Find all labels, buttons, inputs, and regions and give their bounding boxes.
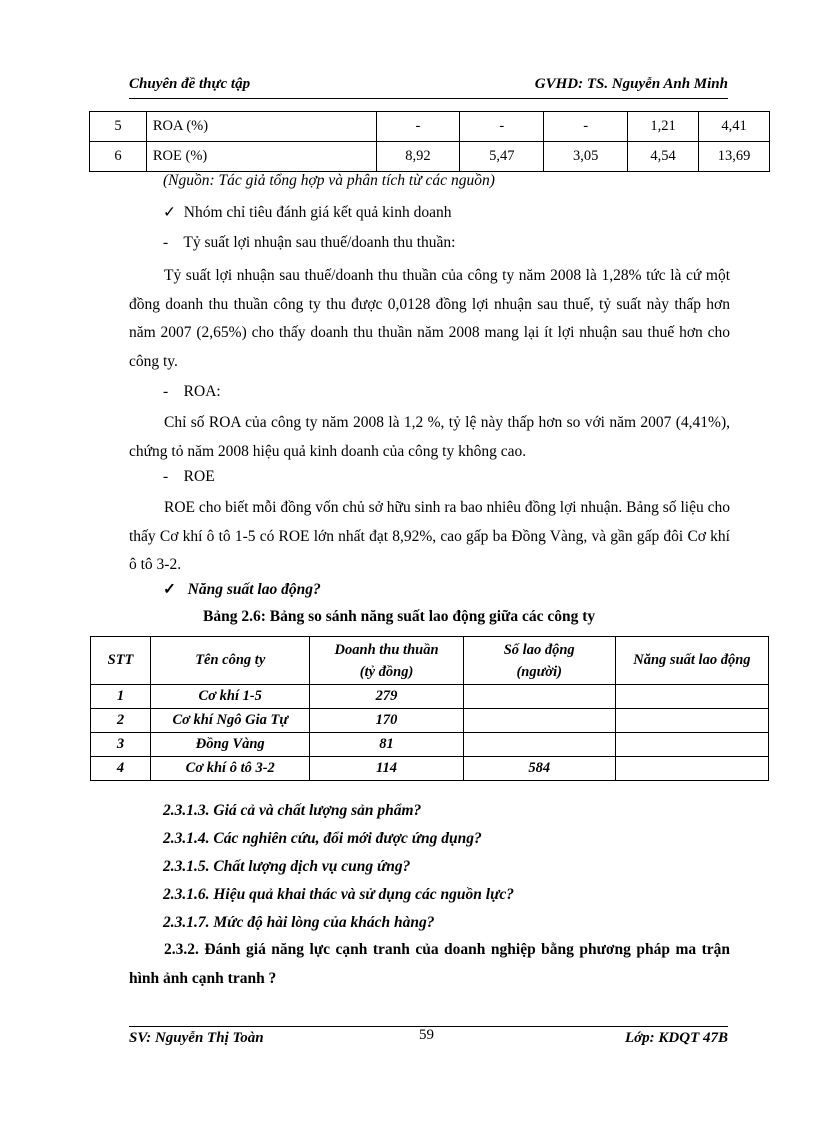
indicator-table	[89, 111, 770, 172]
dash-item-roe	[163, 468, 215, 486]
section-heading-2313: 2.3.1.3. Giá cả và chất lượng sản phẩm?	[163, 802, 422, 819]
header-labor-line1: Số lao động	[503, 641, 575, 658]
cell-name: Cơ khí Ngô Gia Tự	[151, 709, 310, 733]
header-right: GVHD: TS. Nguyễn Anh Minh	[534, 76, 728, 92]
productivity-text: Năng suất lao động?	[187, 581, 321, 598]
cell-value: -	[460, 112, 544, 142]
dash-item-margin	[163, 234, 456, 252]
table-header-row	[91, 637, 769, 685]
cell-stt: 1	[91, 685, 151, 709]
cell-revenue: 114	[310, 757, 463, 781]
cell-value: 4,41	[699, 112, 770, 142]
criteria-bullet	[163, 203, 452, 222]
table-row	[91, 733, 769, 757]
cell-productivity	[615, 757, 768, 781]
header-labor-line2: (người)	[516, 663, 562, 680]
cell-value: 8,92	[376, 142, 460, 172]
cell-name: Cơ khí ô tô 3-2	[151, 757, 310, 781]
table-row	[91, 757, 769, 781]
header-name: Tên công ty	[151, 637, 310, 685]
cell-value: 3,05	[544, 142, 628, 172]
cell-labor: 584	[463, 757, 615, 781]
header-stt: STT	[91, 637, 151, 685]
header-left: Chuyên đề thực tập	[129, 76, 251, 92]
footer-student: SV: Nguyễn Thị Toàn	[129, 1030, 264, 1046]
checkmark-icon: ✓	[163, 581, 176, 598]
dash-icon: -	[163, 383, 180, 400]
page-number: 59	[419, 1027, 434, 1043]
cell-value: -	[544, 112, 628, 142]
cell-productivity	[615, 685, 768, 709]
cell-labor	[463, 709, 615, 733]
paragraph-roe: ROE cho biết mỗi đồng vốn chủ sở hữu sinh ra bao nhiêu đồng lợi nhuận. Bảng số liệu cho thấy Cơ khí ô tô 1-5 có ROE lớn nhất đạt 8,92%, cao gấp ba Đồng Vàng, và gần gấp đôi Cơ khí ô tô 3-2.	[129, 499, 730, 574]
cell-stt: 4	[91, 757, 151, 781]
paragraph-margin: Tỷ suất lợi nhuận sau thuế/doanh thu thuần của công ty năm 2008 là 1,28% tức là cứ một đồng doanh thu thuần công ty thu được 0,0128 đồng lợi nhuận sau thuế, tỷ suất này thấp hơn năm 2007 (2,65%) cho thấy doanh thu thuần năm 2008 mang lại ít lợi nhuận sau thuế hơn cho công ty.	[129, 267, 730, 371]
section-heading-2316: 2.3.1.6. Hiệu quả khai thác và sử dụng các nguồn lực?	[163, 886, 514, 903]
table-row	[91, 685, 769, 709]
page-header	[129, 76, 728, 99]
dash-text: ROE	[183, 468, 215, 485]
cell-value: 4,54	[628, 142, 699, 172]
header-productivity: Năng suất lao động	[615, 637, 768, 685]
cell-stt: 3	[91, 733, 151, 757]
cell-revenue: 170	[310, 709, 463, 733]
section-heading-2314: 2.3.1.4. Các nghiên cứu, đổi mới được ứng dụng?	[163, 830, 482, 847]
section-heading-2317: 2.3.1.7. Mức độ hài lòng của khách hàng?	[163, 914, 435, 931]
table-row	[90, 112, 770, 142]
cell-labor	[463, 685, 615, 709]
header-revenue-line2: (tỷ đồng)	[359, 663, 414, 680]
cell-stt: 5	[90, 112, 147, 142]
cell-productivity	[615, 733, 768, 757]
productivity-bullet	[163, 580, 321, 599]
header-labor	[463, 637, 615, 685]
cell-productivity	[615, 709, 768, 733]
cell-value: 5,47	[460, 142, 544, 172]
cell-value: 1,21	[628, 112, 699, 142]
criteria-text: Nhóm chỉ tiêu đánh giá kết quả kinh doanh	[183, 204, 452, 221]
cell-name: Cơ khí 1-5	[151, 685, 310, 709]
dash-text: Tỷ suất lợi nhuận sau thuế/doanh thu thuần:	[183, 234, 456, 251]
section-heading-2315: 2.3.1.5. Chất lượng dịch vụ cung ứng?	[163, 858, 411, 875]
cell-revenue: 279	[310, 685, 463, 709]
header-revenue	[310, 637, 463, 685]
section-heading-232: 2.3.2. Đánh giá năng lực cạnh tranh của doanh nghiệp bằng phương pháp ma trận hình ảnh cạnh tranh ?	[129, 941, 730, 987]
cell-name: Đồng Vàng	[151, 733, 310, 757]
cell-revenue: 81	[310, 733, 463, 757]
cell-label: ROE (%)	[146, 142, 376, 172]
header-revenue-line1: Doanh thu thuần	[334, 641, 439, 658]
checkmark-icon: ✓	[163, 204, 176, 221]
table-caption: Bảng 2.6: Bảng so sánh năng suất lao động giữa các công ty	[203, 608, 596, 625]
dash-item-roa	[163, 383, 221, 401]
dash-icon: -	[163, 468, 180, 485]
source-note: (Nguồn: Tác giả tổng hợp và phân tích từ các nguồn)	[163, 172, 495, 189]
page-footer	[129, 1026, 728, 1049]
cell-label: ROA (%)	[146, 112, 376, 142]
table-row	[90, 142, 770, 172]
productivity-table	[90, 636, 769, 781]
cell-stt: 6	[90, 142, 147, 172]
cell-value: -	[376, 112, 460, 142]
paragraph-roa: Chỉ số ROA của công ty năm 2008 là 1,2 %, tỷ lệ này thấp hơn so với năm 2007 (4,41%), chứng tỏ năm 2008 hiệu quả kinh doanh của công ty không cao.	[129, 414, 730, 460]
table-row	[91, 709, 769, 733]
dash-text: ROA:	[183, 383, 221, 400]
cell-value: 13,69	[699, 142, 770, 172]
cell-stt: 2	[91, 709, 151, 733]
cell-labor	[463, 733, 615, 757]
footer-class: Lớp: KDQT 47B	[624, 1030, 728, 1046]
dash-icon: -	[163, 234, 180, 251]
